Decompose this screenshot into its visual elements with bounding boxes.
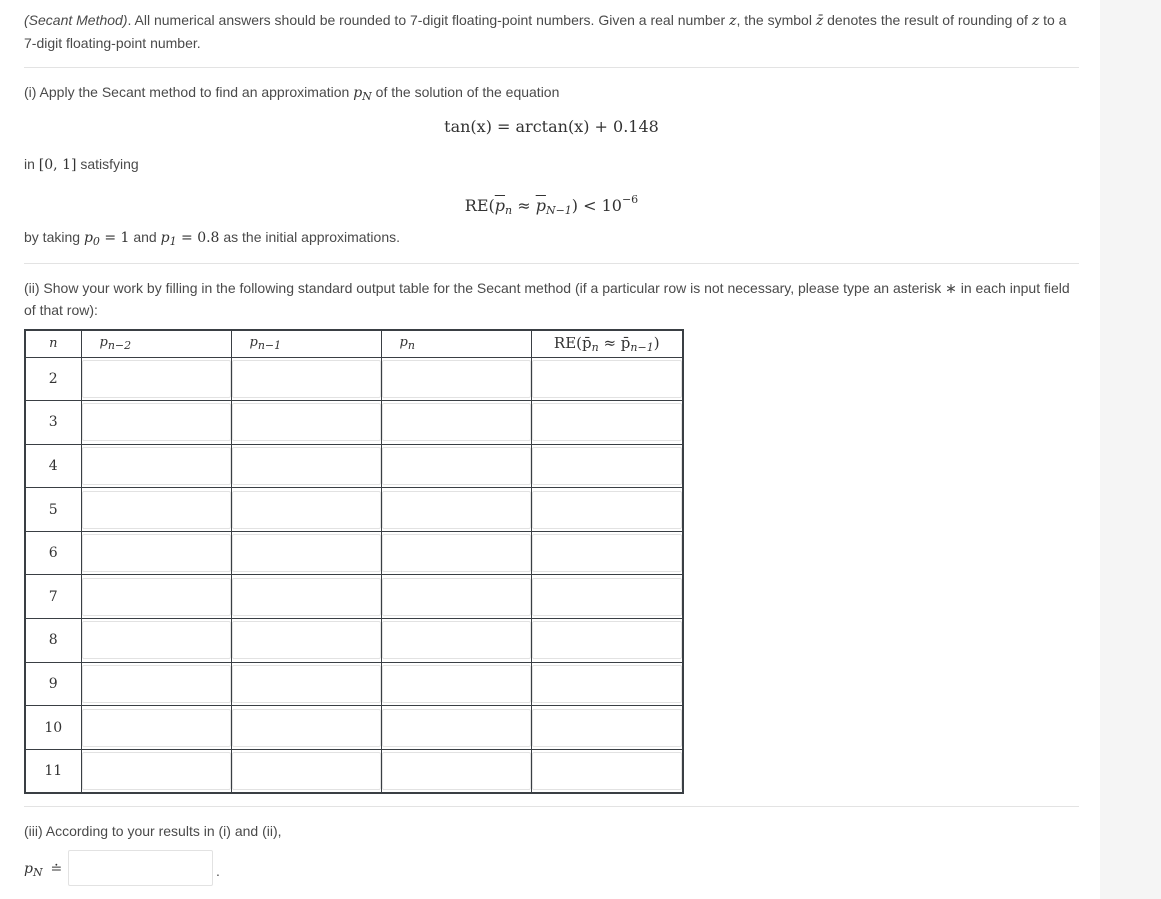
row-index: 6: [25, 531, 81, 575]
table-cell: [381, 444, 531, 488]
table-row: [25, 619, 683, 663]
header-pn: $p_n$: [381, 330, 531, 357]
table-row: [25, 662, 683, 706]
answer-input-pn-1[interactable]: [232, 447, 381, 485]
interval-line: in [0, 1] satisfying: [24, 156, 139, 173]
table-body: [25, 357, 683, 793]
table-cell: [381, 706, 531, 750]
table-cell: [531, 749, 683, 793]
table-cell: [81, 444, 231, 488]
answer-input-pn-2[interactable]: [82, 752, 231, 790]
row-index: 2: [25, 357, 81, 401]
table-cell: [531, 706, 683, 750]
table-cell: [231, 662, 381, 706]
answer-input-pn-2[interactable]: [82, 709, 231, 747]
row-index: 4: [25, 444, 81, 488]
table-cell: [81, 749, 231, 793]
divider: [24, 263, 1079, 264]
answer-input-pn-2[interactable]: [82, 403, 231, 441]
row-index: 7: [25, 575, 81, 619]
table-row: [25, 357, 683, 401]
table-cell: [381, 619, 531, 663]
table-cell: [381, 401, 531, 445]
table-row: [25, 444, 683, 488]
intro-paragraph: (Secant Method). All numerical answers should be rounded to 7-digit floating-point numbers. Given a real number z, the symbol z̄ denotes the result of rounding of z to a 7-digit floating-point number.: [24, 12, 1067, 51]
stopping-criterion: $RE(\overline{p}_n \approx \overline{p}_{N-1}) < 10^{-6}$: [464, 193, 639, 217]
final-answer-label: $p_N$ ≐: [24, 861, 63, 879]
answer-input-pn[interactable]: [382, 491, 531, 529]
part3-statement: (iii) According to your results in (i) and (ii),: [24, 823, 282, 839]
row-index: 3: [25, 401, 81, 445]
table-cell: [531, 357, 683, 401]
table-cell: [381, 749, 531, 793]
table-cell: [81, 401, 231, 445]
answer-input-pn-2[interactable]: [82, 621, 231, 659]
table-cell: [531, 488, 683, 532]
answer-input-pn[interactable]: [382, 447, 531, 485]
table-row: [25, 706, 683, 750]
table-cell: [531, 619, 683, 663]
final-answer-input[interactable]: [68, 850, 213, 886]
divider: [24, 67, 1079, 68]
header-pn-1: $p_{n-1}$: [231, 330, 381, 357]
table-cell: [81, 488, 231, 532]
answer-input-pn[interactable]: [382, 360, 531, 398]
row-index: 9: [25, 662, 81, 706]
table-cell: [381, 357, 531, 401]
answer-input-pn-1[interactable]: [232, 752, 381, 790]
table-cell: [231, 531, 381, 575]
table-cell: [531, 401, 683, 445]
table-cell: [231, 619, 381, 663]
answer-input-pn-2[interactable]: [82, 491, 231, 529]
header-n: n: [25, 330, 81, 357]
final-period: .: [216, 863, 220, 879]
answer-input-re[interactable]: [532, 578, 683, 616]
table-cell: [231, 444, 381, 488]
table-cell: [231, 357, 381, 401]
answer-input-pn[interactable]: [382, 403, 531, 441]
answer-input-pn-1[interactable]: [232, 360, 381, 398]
table-cell: [531, 575, 683, 619]
table-cell: [381, 531, 531, 575]
answer-input-pn[interactable]: [382, 709, 531, 747]
part1-statement: (i) Apply the Secant method to find an approximation $p_N$ of the solution of the equation: [24, 84, 560, 103]
answer-input-pn-1[interactable]: [232, 665, 381, 703]
answer-input-re[interactable]: [532, 665, 683, 703]
answer-input-re[interactable]: [532, 360, 683, 398]
header-pn-2: $p_{n-2}$: [81, 330, 231, 357]
answer-input-pn-2[interactable]: [82, 447, 231, 485]
answer-input-re[interactable]: [532, 752, 683, 790]
answer-input-pn-2[interactable]: [82, 665, 231, 703]
answer-input-pn[interactable]: [382, 534, 531, 572]
answer-input-re[interactable]: [532, 403, 683, 441]
secant-output-table: [24, 329, 684, 794]
row-index: 10: [25, 706, 81, 750]
table-cell: [81, 531, 231, 575]
table-cell: [381, 488, 531, 532]
answer-input-re[interactable]: [532, 447, 683, 485]
answer-input-pn-2[interactable]: [82, 360, 231, 398]
table-row: [25, 531, 683, 575]
table-cell: [231, 488, 381, 532]
equation: tan(x) = arctan(x) + 0.148: [444, 117, 659, 136]
row-index: 5: [25, 488, 81, 532]
table-cell: [81, 619, 231, 663]
answer-input-re[interactable]: [532, 709, 683, 747]
initial-approximations: by taking $p_0 = 1$ and $p_1 = 0.8$ as the initial approximations.: [24, 229, 401, 248]
table-cell: [381, 662, 531, 706]
answer-input-pn-1[interactable]: [232, 709, 381, 747]
table-cell: [231, 575, 381, 619]
table-row: [25, 749, 683, 793]
row-index: 8: [25, 619, 81, 663]
table-cell: [231, 706, 381, 750]
answer-input-pn-1[interactable]: [232, 578, 381, 616]
answer-input-pn-2[interactable]: [82, 534, 231, 572]
answer-input-pn[interactable]: [382, 752, 531, 790]
answer-input-pn[interactable]: [382, 578, 531, 616]
right-gutter: [1100, 0, 1161, 899]
header-relative-error: $RE(p̄_n$ ≈ $p̄_{n-1}$): [531, 330, 683, 357]
table-cell: [531, 444, 683, 488]
table-cell: [381, 575, 531, 619]
table-cell: [81, 662, 231, 706]
answer-input-pn-1[interactable]: [232, 491, 381, 529]
answer-input-re[interactable]: [532, 621, 683, 659]
part2-statement: (ii) Show your work by filling in the following standard output table for the Secant method (if a particular row is not necessary, please type an asterisk ∗ in each input field of that row):: [24, 280, 1070, 318]
answer-input-pn[interactable]: [382, 621, 531, 659]
table-cell: [81, 706, 231, 750]
answer-input-pn-1[interactable]: [232, 534, 381, 572]
answer-input-re[interactable]: [532, 491, 683, 529]
table-cell: [231, 401, 381, 445]
method-label: (Secant Method): [24, 12, 128, 28]
table-cell: [531, 531, 683, 575]
row-index: 11: [25, 749, 81, 793]
answer-input-pn-1[interactable]: [232, 403, 381, 441]
table-cell: [81, 575, 231, 619]
table-row: [25, 488, 683, 532]
table-cell: [231, 749, 381, 793]
answer-input-pn[interactable]: [382, 665, 531, 703]
table-row: [25, 401, 683, 445]
table-row: [25, 575, 683, 619]
table-header-row: [25, 330, 683, 357]
table-cell: [81, 357, 231, 401]
answer-input-pn-1[interactable]: [232, 621, 381, 659]
divider: [24, 806, 1079, 807]
answer-input-re[interactable]: [532, 534, 683, 572]
table-cell: [531, 662, 683, 706]
answer-input-pn-2[interactable]: [82, 578, 231, 616]
